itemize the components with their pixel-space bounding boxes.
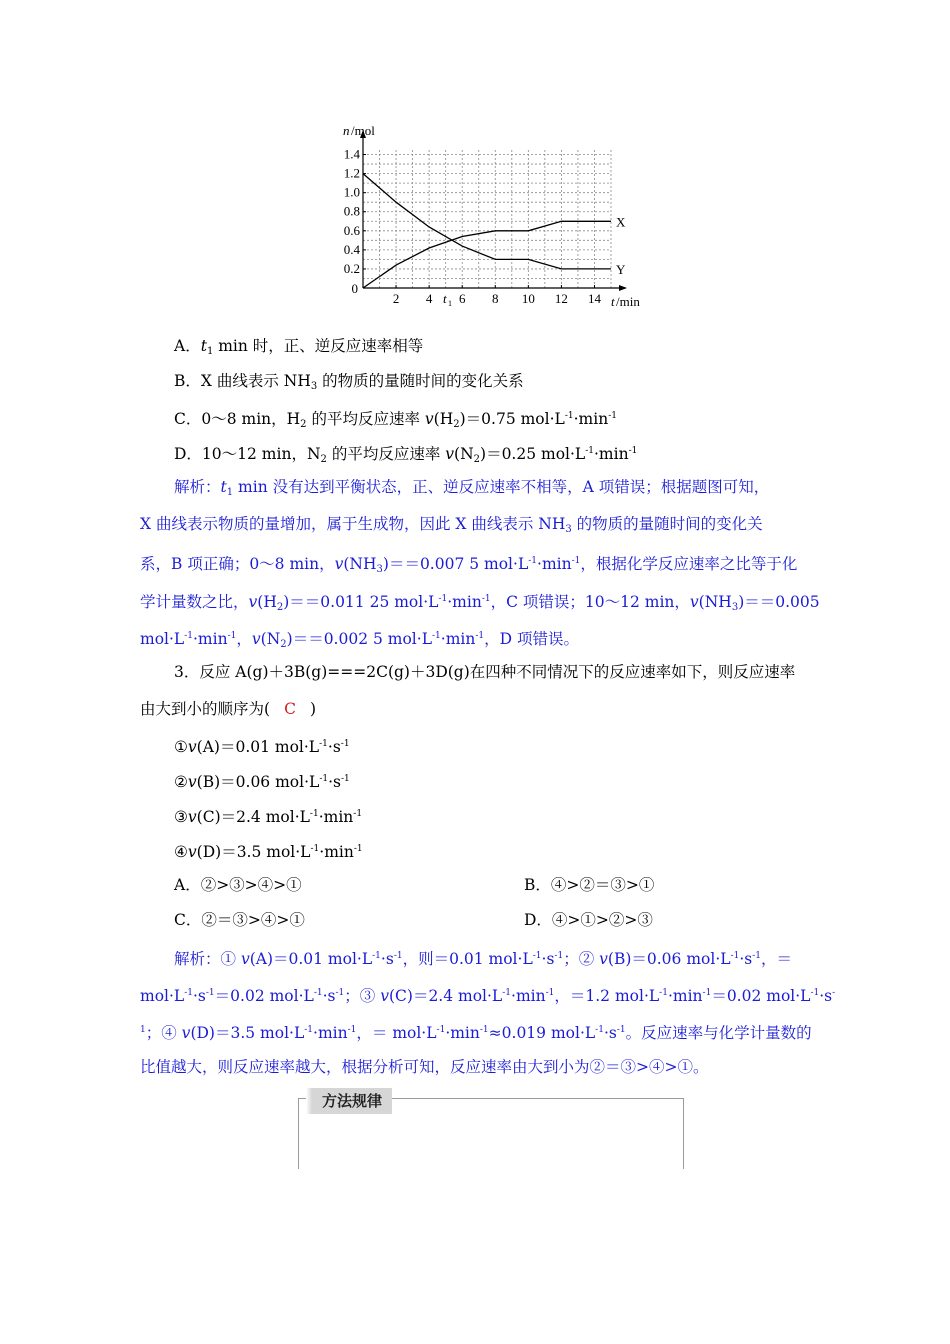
series-line-x — [363, 221, 611, 288]
option-a: A．$t_1$ min 时，正、逆反应速率相等 — [174, 337, 424, 357]
series-label-y: Y — [616, 261, 626, 277]
y-tick-label: 0.4 — [343, 241, 360, 257]
y-tick-label: 0.8 — [343, 203, 360, 219]
q3-stem-line-2: 由大到小的顺序为( C ) — [140, 700, 316, 718]
n-vs-t-chart — [330, 118, 650, 314]
q3-item-1: ①v(A)＝0.01 $mol\cdot L^{-1}\cdot s^{-1}$ — [174, 738, 350, 756]
x-tick-label: 4 — [425, 291, 433, 306]
q3-analysis-line-1: 解析：① v(A)＝0.01 $mol\cdot L^{-1}\cdot s^{-1}$，则＝0.01 $mol\cdot L^{-1}\cdot s^{-1}$；② v(B)＝0.06 $mol\cdot L^{-1}\cdot s^{-1}$，＝ — [174, 950, 793, 968]
x-axis-var: t — [611, 294, 615, 309]
q2-analysis-line-5: $mol\cdot L^{-1}\cdot\min^{-1}$，$v(N_2)==0.002$ 5 $mol\cdot L^{-1}\cdot\min^{-1}$，D 项错误。 — [140, 630, 579, 650]
x-axis-unit: /min — [616, 294, 640, 309]
y-axis-unit: /mol — [351, 123, 375, 138]
t1-subscript: 1 — [447, 299, 452, 308]
q2-analysis-line-3: 系，B 项正确；0～8 min，$v(NH_3)==0.007$ 5 $mol\cdot L^{-1}\cdot\min^{-1}$，根据化学反应速率之比等于化 — [140, 555, 798, 575]
q3-item-2: ②v(B)＝0.06 $mol\cdot L^{-1}\cdot s^{-1}$ — [174, 773, 350, 791]
x-tick-label: 8 — [492, 291, 499, 306]
q2-analysis-line-2: X 曲线表示物质的量增加，属于生成物，因此 X 曲线表示 $NH_3$ 的物质的量随时间的变化关 — [140, 515, 763, 535]
y-tick-label: 0.6 — [343, 222, 360, 238]
x-tick-label: 10 — [521, 291, 535, 306]
q3-stem-line-1: 3．反应 A(g)＋3B(g)===2C(g)＋3D(g)在四种不同情况下的反应速率如下，则反应速率 — [174, 663, 796, 681]
y-tick-label: 1.2 — [343, 165, 360, 181]
y-tick-label: 1.0 — [343, 184, 360, 200]
q3-option-b: B．④>②＝③>① — [524, 876, 655, 894]
q3-option-c: C．②＝③>④>① — [174, 911, 305, 929]
y-tick-label: 1.4 — [343, 146, 360, 162]
t1-tick-label: t — [442, 291, 447, 306]
q3-option-d: D．④>①>②>③ — [524, 911, 653, 929]
option-c: C．0～8 min，$H_2$ 的平均反应速率 $v(H_2)=0.75$ $mol\cdot L^{-1}\cdot\min^{-1}$ — [174, 410, 617, 430]
q3-answer: C — [284, 700, 296, 718]
series-label-x: X — [616, 214, 626, 230]
q3-item-3: ③v(C)＝2.4 $mol\cdot L^{-1}\cdot\min^{-1}$ — [174, 808, 363, 826]
origin-label: 0 — [351, 281, 358, 296]
x-axis-arrow — [619, 285, 627, 291]
q3-analysis-line-3: $^1$；④ v(D)＝3.5 $mol\cdot L^{-1}\cdot\min^{-1}$，＝ $mol\cdot L^{-1}\cdot\min^{-1}\approx 0.019$ $mol\cdot L^{-1}\cdot s^{-1}$。反应速率与化学计量数的 — [140, 1024, 812, 1042]
x-tick-label: 12 — [554, 291, 568, 306]
method-tab: 方法规律 — [312, 1088, 392, 1114]
option-d: D．10～12 min，$N_2$ 的平均反应速率 $v(N_2)=0.25$ $mol\cdot L^{-1}\cdot\min^{-1}$ — [174, 445, 638, 465]
q3-option-a: A．②>③>④>① — [174, 876, 302, 894]
x-tick-label: 14 — [587, 291, 601, 306]
x-tick-label: 2 — [392, 291, 400, 306]
q3-analysis-line-2: $mol\cdot L^{-1}\cdot s^{-1}=0.02$ $mol\cdot L^{-1}\cdot s^{-1}$；③ v(C)＝2.4 $mol\cdot L^{-1}\cdot\min^{-1}$，＝1.2 $mol\cdot L^{-1}\cdot\min^{-1}=0.02$ $mol\cdot L^{-1}\cdot s^-$ — [140, 987, 836, 1005]
q2-analysis-line-4: 学计量数之比，$v(H_2)==0.011$ 25 $mol\cdot L^{-1}\cdot\min^{-1}$，C 项错误；10～12 min，$v(NH_3)==0.005$ — [140, 593, 820, 613]
option-b: B．X 曲线表示 $NH_3$ 的物质的量随时间的变化关系 — [174, 372, 524, 392]
x-tick-label: 6 — [458, 291, 466, 306]
q2-analysis-line-1: 解析：$t_1$ min 没有达到平衡状态，正、逆反应速率不相等，A 项错误；根据题图可知， — [174, 478, 770, 498]
y-axis-var: n — [343, 123, 350, 138]
q3-analysis-line-4: 比值越大，则反应速率越大，根据分析可知，反应速率由大到小为②＝③>④>①。 — [140, 1058, 709, 1076]
q3-item-4: ④v(D)＝3.5 $mol\cdot L^{-1}\cdot\min^{-1}$ — [174, 843, 363, 861]
y-tick-label: 0.2 — [343, 260, 360, 276]
